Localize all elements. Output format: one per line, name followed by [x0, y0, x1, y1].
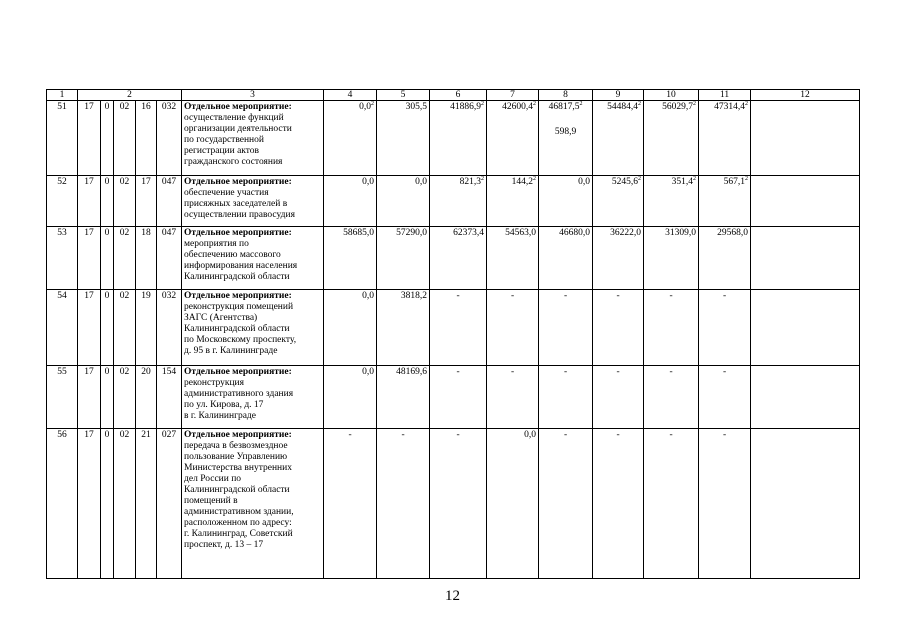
code-program	[78, 290, 101, 366]
value-col-4-value: 0,0	[362, 291, 375, 301]
value-col-5	[377, 176, 430, 227]
code-measure	[136, 429, 157, 579]
measure-title: Отдельное мероприятие:	[184, 430, 292, 440]
header-cell-5: 5	[377, 90, 430, 101]
measure-text-line: Калининградской области	[184, 324, 290, 334]
measure-description	[182, 290, 324, 366]
measure-text-line: административном здании,	[184, 507, 294, 517]
header-cell-1: 1	[47, 90, 78, 101]
footnote-mark: 2	[693, 100, 697, 107]
value-col-12	[751, 290, 860, 366]
value-col-6-value: 62373,4	[453, 228, 485, 238]
measure-text-line: организации деятельности	[184, 124, 292, 134]
code-admin	[157, 429, 182, 579]
measure-text-line: по Московскому проспекту,	[184, 335, 297, 345]
value-col-11	[699, 290, 751, 366]
measure-text-line: проспект, д. 13 – 17	[184, 540, 264, 550]
value-col-8-value: 46817,5	[548, 102, 580, 112]
footnote-mark: 2	[579, 100, 583, 107]
value-col-11	[699, 366, 751, 429]
budget-table	[46, 89, 860, 579]
value-col-10	[644, 101, 699, 176]
code-admin-value: 032	[161, 102, 177, 112]
measure-text-line: мероприятия по	[184, 239, 249, 249]
footnote-mark: 2	[638, 100, 642, 107]
measure-description	[182, 366, 324, 429]
code-measure-value: 17	[141, 177, 151, 187]
value-col-9	[593, 429, 644, 579]
value-col-7	[487, 290, 539, 366]
code-subprogram-value: 0	[104, 228, 110, 238]
value-col-7-value: 0,0	[524, 430, 537, 440]
measure-text-line: по государственной	[184, 135, 264, 145]
measure-text-line: Калининградской области	[184, 485, 290, 495]
code-measure-value: 21	[141, 430, 151, 440]
code-section	[114, 176, 136, 227]
value-col-11	[699, 227, 751, 290]
value-col-8-value: -	[563, 367, 568, 377]
value-col-4-value: 0,0	[362, 177, 375, 187]
measure-text-line: осуществление функций	[184, 113, 284, 123]
row-number	[47, 227, 78, 290]
measure-text-line: Калининградской области	[184, 272, 290, 282]
header-cell-4: 4	[324, 90, 377, 101]
code-section-value: 02	[119, 177, 130, 187]
measure-text-line: ЗАГС (Агентства)	[184, 313, 258, 323]
value-col-8	[539, 290, 593, 366]
header-cell-7: 7	[487, 90, 539, 101]
code-subprogram	[101, 366, 114, 429]
table-row	[47, 366, 860, 429]
measure-text-line: расположенном по адресу:	[184, 518, 292, 528]
measure-title: Отдельное мероприятие:	[184, 177, 292, 187]
measure-title: Отдельное мероприятие:	[184, 102, 292, 112]
measure-text-line: информирования населения	[184, 261, 298, 271]
value-col-6-value: -	[456, 291, 460, 301]
value-col-12	[751, 429, 860, 579]
value-col-11-value: 47314,4	[714, 102, 746, 112]
row-number-value: 55	[57, 367, 67, 377]
footnote-mark: 2	[481, 100, 485, 107]
page-number: 12	[445, 588, 460, 604]
value-col-5	[377, 290, 430, 366]
table-row	[47, 101, 860, 176]
value-col-5	[377, 227, 430, 290]
measure-text-line: Министерства внутренних	[184, 463, 292, 473]
measure-text-line: в г. Калининграде	[184, 411, 256, 421]
value-col-5-value: 57290,0	[396, 228, 428, 238]
footnote-mark: 2	[533, 175, 537, 182]
measure-text-line: обеспечению массового	[184, 250, 281, 260]
row-number-value: 56	[57, 430, 67, 440]
value-col-6-value: 41886,9	[450, 102, 482, 112]
value-col-10	[644, 227, 699, 290]
code-section-value: 02	[119, 291, 130, 301]
row-number-value: 53	[57, 228, 67, 238]
value-col-4	[324, 366, 377, 429]
code-subprogram	[101, 101, 114, 176]
value-col-4	[324, 176, 377, 227]
value-col-10-value: 56029,7	[662, 102, 694, 112]
value-col-11	[699, 176, 751, 227]
measure-text-line: помещений в	[184, 496, 238, 506]
code-measure-value: 18	[141, 228, 151, 238]
value-col-11-value: -	[722, 367, 727, 377]
value-col-7-value: 144,2	[511, 177, 534, 187]
header-cell-8: 8	[539, 90, 593, 101]
value-col-4-value: 0,0	[362, 367, 375, 377]
code-measure	[136, 366, 157, 429]
measure-text-line: г. Калининград, Советский	[184, 529, 293, 539]
header-cell-2: 2	[78, 90, 182, 101]
value-col-8	[539, 366, 593, 429]
table-row	[47, 227, 860, 290]
value-col-7	[487, 101, 539, 176]
row-number-value: 54	[57, 291, 67, 301]
code-section-value: 02	[119, 430, 130, 440]
value-col-7-value: -	[510, 367, 515, 377]
code-section	[114, 101, 136, 176]
value-col-11-value: 567,1	[723, 177, 746, 187]
code-program	[78, 176, 101, 227]
row-number-value: 52	[57, 177, 67, 187]
code-measure-value: 16	[141, 102, 151, 112]
value-col-4	[324, 290, 377, 366]
value-col-8-value: 0,0	[578, 177, 591, 187]
value-col-7-value: 54563,0	[505, 228, 537, 238]
value-col-12	[751, 101, 860, 176]
code-measure	[136, 227, 157, 290]
value-col-7-value: 42600,4	[502, 102, 534, 112]
value-col-12	[751, 227, 860, 290]
code-measure-value: 20	[141, 367, 151, 377]
value-col-6	[430, 176, 487, 227]
measure-text-line: по ул. Кирова, д. 17	[184, 400, 264, 410]
value-col-9	[593, 366, 644, 429]
value-col-8-extra: 598,9	[554, 127, 577, 137]
code-section-value: 02	[119, 367, 130, 377]
value-col-9-value: -	[616, 291, 620, 301]
value-col-9-value: 5245,6	[611, 177, 639, 187]
footnote-mark: 2	[533, 100, 537, 107]
row-number	[47, 429, 78, 579]
code-program	[78, 429, 101, 579]
value-col-9-value: -	[616, 367, 620, 377]
value-col-11	[699, 429, 751, 579]
code-section	[114, 290, 136, 366]
value-col-9	[593, 176, 644, 227]
row-number	[47, 176, 78, 227]
value-col-4-value: 58685,0	[343, 228, 375, 238]
code-measure	[136, 176, 157, 227]
value-col-6-value: 821,3	[459, 177, 482, 187]
value-col-10-value: -	[669, 367, 673, 377]
code-subprogram-value: 0	[104, 177, 110, 187]
value-col-4	[324, 227, 377, 290]
header-cell-10: 10	[644, 90, 699, 101]
value-col-8-value: -	[563, 291, 568, 301]
measure-text-line: д. 95 в г. Калининграде	[184, 346, 278, 356]
value-col-10	[644, 290, 699, 366]
code-section	[114, 429, 136, 579]
value-col-8	[539, 101, 593, 176]
measure-text-line: реконструкция помещений	[184, 302, 294, 312]
value-col-6-value: -	[456, 367, 460, 377]
value-col-10	[644, 429, 699, 579]
value-col-8	[539, 176, 593, 227]
header-cell-6: 6	[430, 90, 487, 101]
header-cell-12: 12	[751, 90, 860, 101]
code-subprogram-value: 0	[104, 430, 110, 440]
value-col-11-value: 29568,0	[717, 228, 749, 238]
value-col-10-value: 351,4	[671, 177, 694, 187]
code-subprogram	[101, 176, 114, 227]
measure-title: Отдельное мероприятие:	[184, 367, 292, 377]
value-col-12	[751, 176, 860, 227]
code-program-value: 17	[84, 291, 94, 301]
measure-text-line: регистрации актов	[184, 146, 260, 156]
code-section	[114, 227, 136, 290]
value-col-4-value: 0,0	[359, 102, 372, 112]
code-measure-value: 19	[141, 291, 151, 301]
value-col-5	[377, 429, 430, 579]
value-col-7	[487, 227, 539, 290]
footnote-mark: 2	[638, 175, 642, 182]
measure-text-line: присяжных заседателей в	[184, 199, 288, 209]
measure-title: Отдельное мероприятие:	[184, 291, 292, 301]
header-cell-9: 9	[593, 90, 644, 101]
header-cell-3: 3	[182, 90, 324, 101]
measure-description	[182, 227, 324, 290]
value-col-9	[593, 101, 644, 176]
value-col-10	[644, 176, 699, 227]
measure-text-line: гражданского состояния	[184, 157, 283, 167]
code-section-value: 02	[119, 228, 130, 238]
code-admin	[157, 227, 182, 290]
header-cell-11: 11	[699, 90, 751, 101]
value-col-9	[593, 290, 644, 366]
value-col-5-value: 305,5	[405, 102, 428, 112]
value-col-9-value: 54484,4	[607, 102, 639, 112]
code-subprogram	[101, 227, 114, 290]
code-subprogram-value: 0	[104, 367, 110, 377]
code-admin	[157, 101, 182, 176]
value-col-10-value: -	[669, 291, 673, 301]
code-program-value: 17	[84, 177, 94, 187]
footnote-mark: 2	[693, 175, 697, 182]
code-subprogram-value: 0	[104, 291, 110, 301]
code-program	[78, 366, 101, 429]
row-number	[47, 366, 78, 429]
value-col-11-value: -	[722, 291, 727, 301]
code-admin	[157, 366, 182, 429]
code-subprogram	[101, 429, 114, 579]
value-col-6	[430, 101, 487, 176]
measure-title: Отдельное мероприятие:	[184, 228, 292, 238]
value-col-6-value: -	[456, 430, 460, 440]
measure-description	[182, 101, 324, 176]
code-admin	[157, 176, 182, 227]
measure-text-line: обеспечение участия	[184, 188, 269, 198]
value-col-4-value: -	[348, 430, 352, 440]
header-row	[47, 90, 860, 101]
code-section-value: 02	[119, 102, 130, 112]
row-number-value: 51	[57, 102, 67, 112]
value-col-4	[324, 429, 377, 579]
code-program-value: 17	[84, 430, 94, 440]
measure-description	[182, 176, 324, 227]
measure-description	[182, 429, 324, 579]
measure-text-line: осуществлении правосудия	[184, 210, 295, 220]
value-col-5-value: 0,0	[415, 177, 428, 187]
value-col-7	[487, 176, 539, 227]
code-admin-value: 047	[161, 228, 177, 238]
value-col-5-value: -	[401, 430, 405, 440]
value-col-6	[430, 227, 487, 290]
value-col-6	[430, 290, 487, 366]
measure-text-line: административного здания	[184, 389, 294, 399]
footnote-mark: 2	[745, 175, 749, 182]
value-col-7-value: -	[510, 291, 515, 301]
value-col-5	[377, 366, 430, 429]
value-col-12	[751, 366, 860, 429]
value-col-5	[377, 101, 430, 176]
value-col-8-value: 46680,0	[559, 228, 591, 238]
table-row	[47, 290, 860, 366]
table-row	[47, 429, 860, 579]
measure-text-line: дел России по	[184, 474, 242, 484]
footnote-mark: 2	[481, 175, 485, 182]
code-section	[114, 366, 136, 429]
code-program-value: 17	[84, 367, 94, 377]
value-col-8	[539, 429, 593, 579]
value-col-9-value: -	[616, 430, 620, 440]
value-col-6	[430, 429, 487, 579]
value-col-10-value: 31309,0	[665, 228, 697, 238]
measure-text-line: передача в безвозмездное	[184, 441, 288, 451]
footnote-mark: 2	[371, 100, 375, 107]
code-subprogram-value: 0	[104, 102, 110, 112]
value-col-10	[644, 366, 699, 429]
measure-text-line: пользование Управлению	[184, 452, 288, 462]
code-program	[78, 227, 101, 290]
code-admin-value: 027	[161, 430, 177, 440]
value-col-9-value: 36222,0	[610, 228, 642, 238]
code-admin-value: 032	[161, 291, 177, 301]
code-admin-value: 047	[161, 177, 177, 187]
value-col-6	[430, 366, 487, 429]
footnote-mark: 2	[745, 100, 749, 107]
code-admin-value: 154	[161, 367, 177, 377]
value-col-5-value: 48169,6	[396, 367, 428, 377]
value-col-11	[699, 101, 751, 176]
row-number	[47, 290, 78, 366]
value-col-5-value: 3818,2	[400, 291, 428, 301]
value-col-8-value: -	[563, 430, 568, 440]
code-program-value: 17	[84, 228, 94, 238]
code-admin	[157, 290, 182, 366]
code-subprogram	[101, 290, 114, 366]
code-measure	[136, 101, 157, 176]
value-col-7	[487, 366, 539, 429]
code-program	[78, 101, 101, 176]
row-number	[47, 101, 78, 176]
value-col-4	[324, 101, 377, 176]
value-col-10-value: -	[669, 430, 673, 440]
table-row	[47, 176, 860, 227]
value-col-8	[539, 227, 593, 290]
code-measure	[136, 290, 157, 366]
value-col-11-value: -	[722, 430, 727, 440]
value-col-9	[593, 227, 644, 290]
code-program-value: 17	[84, 102, 94, 112]
measure-text-line: реконструкция	[184, 378, 244, 388]
value-col-7	[487, 429, 539, 579]
